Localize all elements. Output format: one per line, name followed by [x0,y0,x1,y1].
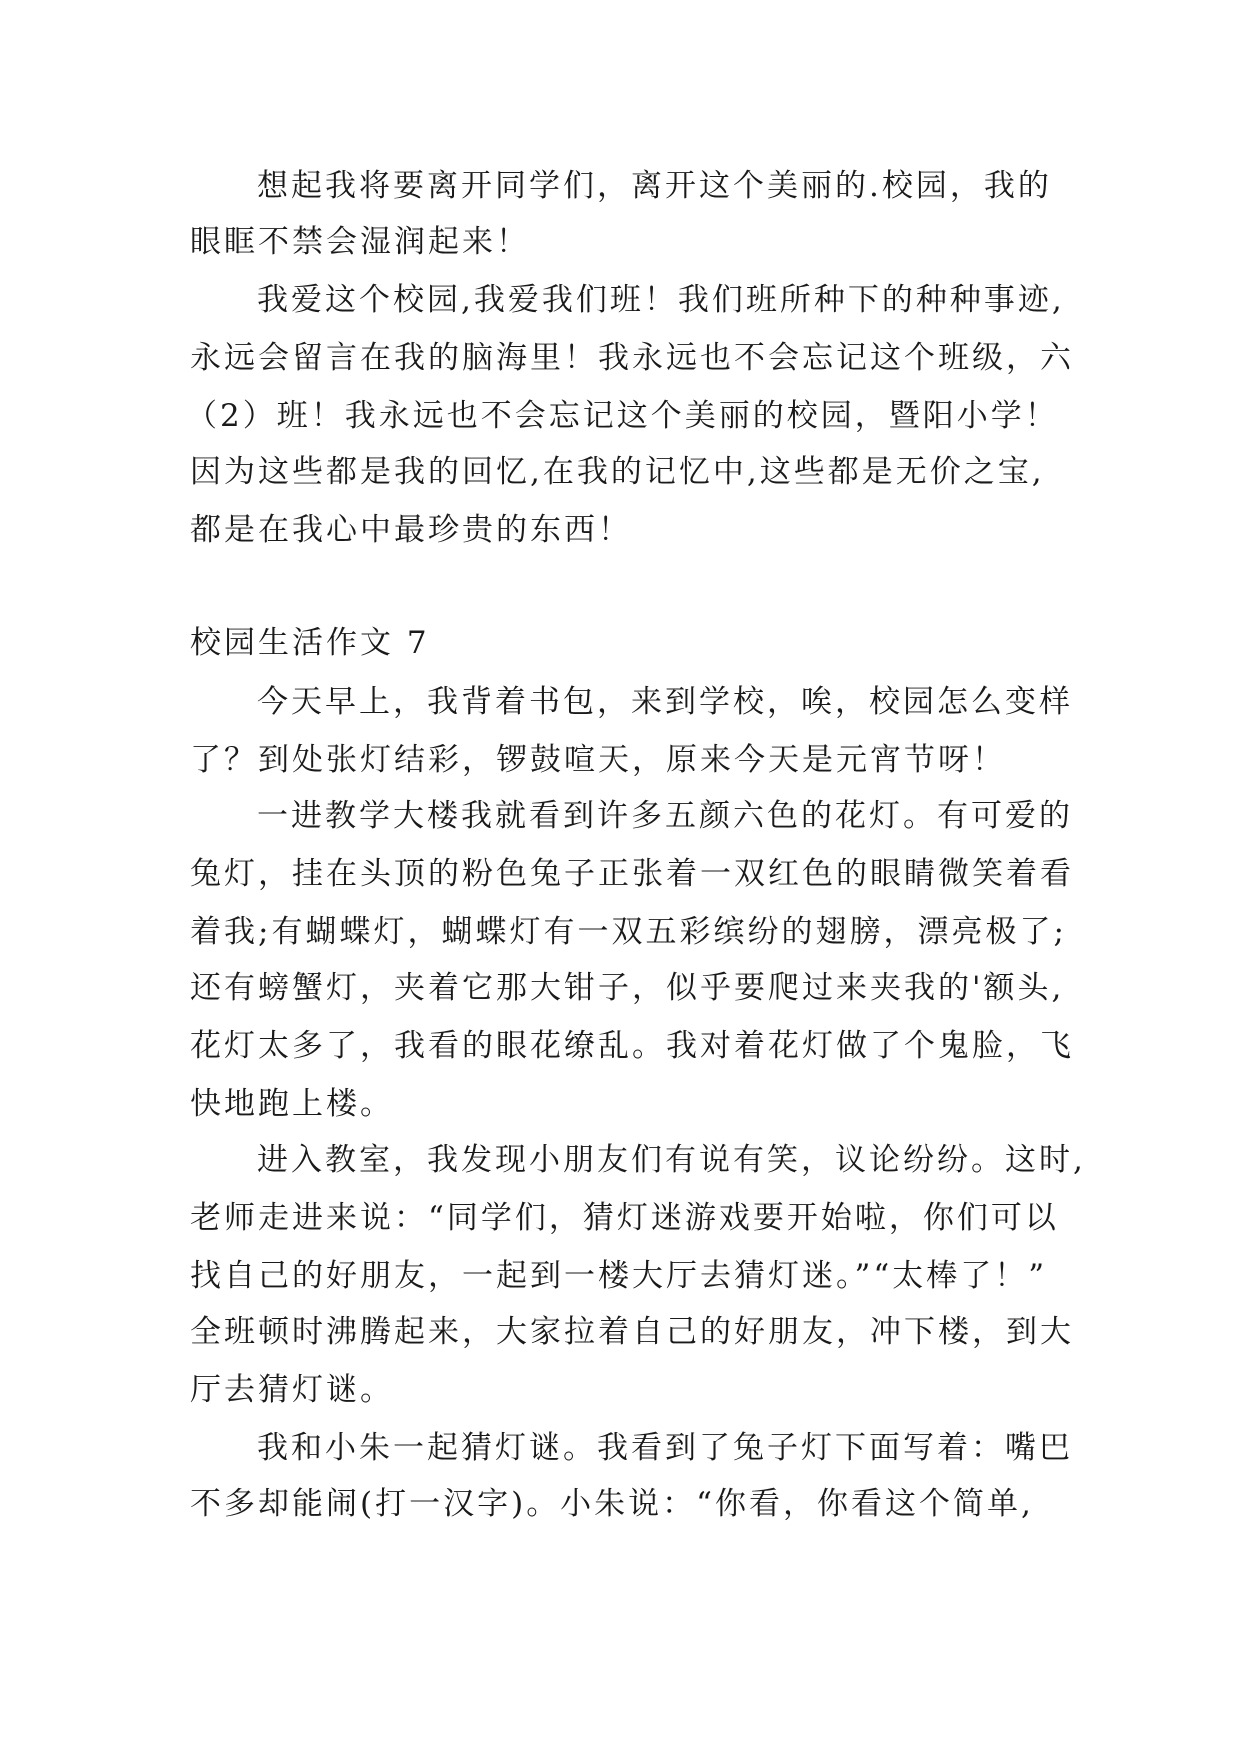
text-line: 今天早上，我背着书包，来到学校，唉，校园怎么变样 [257,684,1073,720]
text-line: 我和小朱一起猜灯谜。我看到了兔子灯下面写着：嘴巴 [257,1430,1073,1466]
text-line: 想起我将要离开同学们，离开这个美丽的.校园，我的 [257,168,1052,204]
text-line: 全班顿时沸腾起来，大家拉着自己的好朋友，冲下楼，到大 [190,1314,1074,1350]
essay-title: 校园生活作文 7 [190,625,430,661]
text-line: 老师走进来说：“同学们，猜灯迷游戏要开始啦，你们可以 [190,1200,1059,1236]
text-line: 我爱这个校园,我爱我们班！我们班所种下的种种事迹, [257,282,1065,318]
text-line: （2）班！我永远也不会忘记这个美丽的校园，暨阳小学！ [186,398,1059,434]
text-line: 找自己的好朋友，一起到一楼大厅去猜灯迷。”“太棒了！” [190,1258,1048,1294]
text-line: 花灯太多了，我看的眼花缭乱。我对着花灯做了个鬼脸，飞 [190,1028,1074,1064]
text-line: 都是在我心中最珍贵的东西！ [190,512,632,548]
text-line: 不多却能闹(打一汉字)。小朱说：“你看，你看这个简单, [190,1486,1034,1522]
text-line: 厅去猜灯谜。 [190,1372,394,1408]
text-line: 快地跑上楼。 [190,1086,394,1122]
text-line: 因为这些都是我的回忆,在我的记忆中,这些都是无价之宝, [190,454,1045,490]
text-line: 还有螃蟹灯，夹着它那大钳子，似乎要爬过来夹我的'额头, [190,970,1065,1006]
text-line: 进入教室，我发现小朋友们有说有笑，议论纷纷。这时, [257,1142,1086,1178]
text-line: 兔灯，挂在头顶的粉色兔子正张着一双红色的眼睛微笑着看 [190,856,1074,892]
text-line: 了？到处张灯结彩，锣鼓喧天，原来今天是元宵节呀！ [190,742,1006,778]
text-line: 着我;有蝴蝶灯，蝴蝶灯有一双五彩缤纷的翅膀，漂亮极了; [190,914,1067,950]
text-line: 永远会留言在我的脑海里！我永远也不会忘记这个班级，六 [190,340,1074,376]
text-line: 眼眶不禁会湿润起来！ [190,224,530,260]
text-line: 一进教学大楼我就看到许多五颜六色的花灯。有可爱的 [257,798,1073,834]
